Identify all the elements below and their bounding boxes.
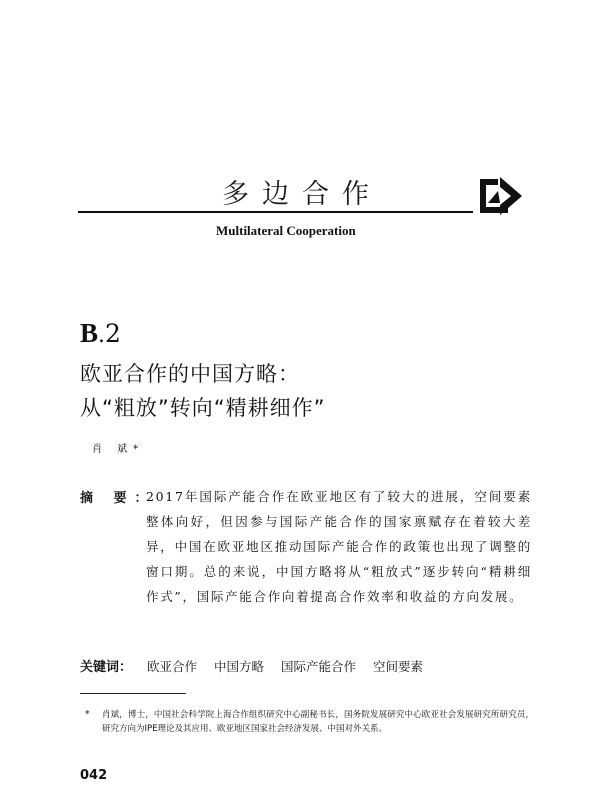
article-title-line-2: 从“粗放”转向“精耕细作” xyxy=(80,396,326,420)
report-number-digit: 2 xyxy=(105,319,121,348)
article-title-line-1: 欧亚合作的中国方略： xyxy=(80,362,300,386)
abstract-label: 摘 要： xyxy=(80,491,156,506)
page-number: 042 xyxy=(80,768,108,783)
report-number-letter: B xyxy=(80,318,99,348)
report-number-dot: . xyxy=(98,323,106,348)
footnote-divider xyxy=(80,693,186,694)
footnote-mark: * xyxy=(85,710,90,720)
report-number xyxy=(80,320,121,347)
keyword-item: 欧亚合作 xyxy=(147,659,198,674)
author-footnote: 肖斌，博士，中国社会科学院上海合作组织研究中心副秘书长，国务院发展研究中心欧亚社会发展研究所研究员，研究方向为IPE理论及其应用、欧亚地区国家社会经济发展、中国对外关系。 xyxy=(102,710,534,734)
author: 肖 斌* xyxy=(92,444,145,455)
corner-arrow-icon xyxy=(478,175,524,217)
keyword-item: 空间要素 xyxy=(373,659,424,674)
section-title-english: Multilateral Cooperation xyxy=(216,223,356,238)
section-title: 多边合作 xyxy=(222,179,382,210)
keyword-item: 中国方略 xyxy=(214,659,265,674)
keywords-label: 关键词： xyxy=(80,660,133,675)
abstract-text: 2017年国际产能合作在欧亚地区有了较大的进展，空间要素整体向好，但因参与国际产能合作的国家禀赋存在着较大差异，中国在欧亚地区推动国际产能合作的政策也出现了调整的窗口期。总的来说，中国方略将从“粗放式”逐步转向“精耕细作式”，国际产能合作向着提高合作效率和收益的方向发展。 xyxy=(146,489,532,604)
section-divider xyxy=(78,211,473,213)
keywords-list xyxy=(147,657,440,675)
keyword-item: 国际产能合作 xyxy=(281,659,357,674)
